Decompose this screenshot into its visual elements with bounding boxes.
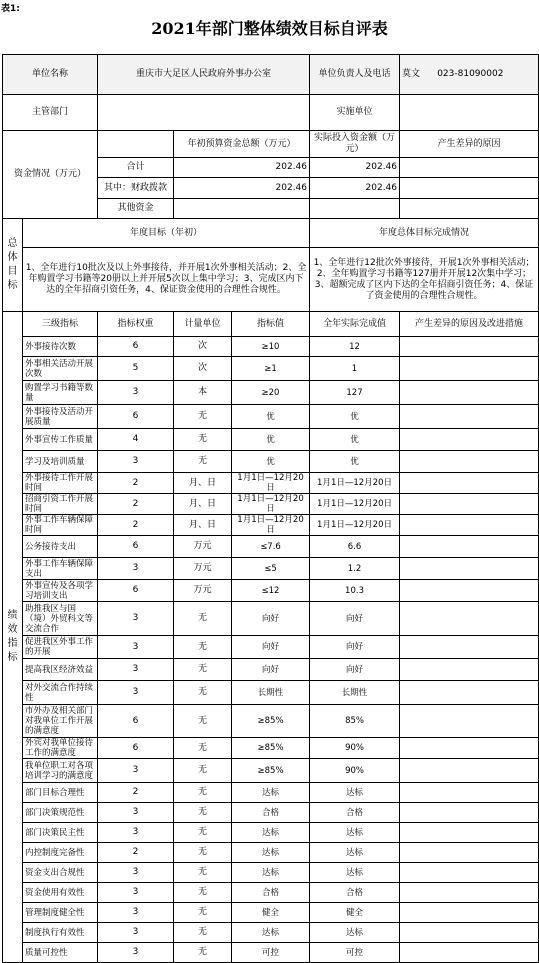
- perf-cell-weight: 4: [98, 429, 174, 451]
- perf-row: [3, 843, 539, 863]
- funds-row-reason: [400, 158, 539, 178]
- perf-cell-reason: [400, 536, 539, 558]
- perf-cell-target: 优: [232, 429, 310, 451]
- perf-cell-reason: [400, 843, 539, 863]
- perf-row: [3, 681, 539, 705]
- perf-cell-target: 优: [232, 451, 310, 473]
- perf-cell-weight: 6: [98, 536, 174, 558]
- perf-cell-reason: [400, 823, 539, 843]
- perf-cell-unit: 无: [174, 738, 232, 759]
- funds-col-actual: 实际投入资金额（万元）: [310, 131, 400, 158]
- perf-row: [3, 451, 539, 473]
- perf-cell-name: 资金支出合规性: [23, 863, 98, 883]
- perf-row: [3, 636, 539, 659]
- perf-header-name: 三级指标: [23, 312, 98, 337]
- perf-cell-unit: 万元: [174, 536, 232, 558]
- perf-row: [3, 883, 539, 903]
- perf-cell-unit: 本: [174, 381, 232, 405]
- perf-cell-unit: 月、日: [174, 473, 232, 494]
- perf-row: [3, 515, 539, 536]
- perf-cell-target: 向好: [232, 602, 310, 636]
- perf-header-unit: 计量单位: [174, 312, 232, 337]
- funds-row-name: 其中：财政拨款: [98, 178, 174, 199]
- perf-header-weight: 指标权重: [98, 312, 174, 337]
- funds-row-name: 合计: [98, 158, 174, 178]
- perf-cell-name: 部门决策规范性: [23, 803, 98, 823]
- owner-phone: 023-81090002: [437, 69, 504, 79]
- funds-blank: [98, 131, 174, 158]
- perf-cell-weight: 6: [98, 337, 174, 357]
- perf-cell-reason: [400, 429, 539, 451]
- funds-row-actual: 202.46: [310, 158, 400, 178]
- goal-complete-text: 1、全年进行12批次外事接待，开展1次外事相关活动；2、全年购置学习书籍等127册并开展12次集中学习；3、超额完成了区内下达的全年招商引资任务；4、保证了资金使用的合理性合规性。: [310, 248, 539, 312]
- perf-cell-weight: 2: [98, 783, 174, 803]
- perf-cell-weight: 3: [98, 381, 174, 405]
- owner-name: 莫文: [402, 69, 421, 79]
- perf-cell-actual: 达标: [310, 783, 400, 803]
- perf-row: [3, 602, 539, 636]
- perf-row: [3, 337, 539, 357]
- perf-row: [3, 558, 539, 580]
- perf-cell-target: 1月1日—12月20日: [232, 515, 310, 536]
- perf-cell-unit: 无: [174, 823, 232, 843]
- perf-cell-actual: 可控: [310, 943, 400, 963]
- perf-cell-reason: [400, 803, 539, 823]
- perf-cell-reason: [400, 705, 539, 738]
- funds-row-reason: [400, 178, 539, 199]
- perf-header-target: 指标值: [232, 312, 310, 337]
- perf-cell-target: 达标: [232, 863, 310, 883]
- perf-cell-target: ≤7.6: [232, 536, 310, 558]
- perf-cell-actual: 优: [310, 451, 400, 473]
- perf-cell-actual: 12: [310, 337, 400, 357]
- perf-cell-target: 达标: [232, 823, 310, 843]
- funds-col-budget: 年初预算资金总额（万元）: [174, 131, 310, 158]
- perf-cell-weight: 2: [98, 515, 174, 536]
- perf-cell-name: 管理制度健全性: [23, 903, 98, 923]
- perf-cell-name: 部门决策民主性: [23, 823, 98, 843]
- perf-cell-actual: 合格: [310, 803, 400, 823]
- perf-row: [3, 580, 539, 602]
- perf-cell-unit: 无: [174, 681, 232, 705]
- impl-unit-label: 实施单位: [310, 95, 400, 131]
- annual-goal-text: 1、全年进行10批次及以上外事接待，并开展1次外事相关活动；2、全年购置学习书籍等20册以上并开展5次以上集中学习；3、完成区内下达的全年招商引资任务，4、保证资金使用的合理性合规性。: [23, 248, 310, 312]
- perf-row: [3, 783, 539, 803]
- perf-row: [3, 803, 539, 823]
- perf-cell-actual: 1月1日—12月20日: [310, 515, 400, 536]
- perf-cell-weight: 6: [98, 738, 174, 759]
- perf-row: [3, 738, 539, 759]
- perf-cell-reason: [400, 558, 539, 580]
- perf-cell-unit: 无: [174, 903, 232, 923]
- perf-cell-name: 外事接待及活动开展质量: [23, 405, 98, 429]
- perf-cell-target: ≤12: [232, 580, 310, 602]
- perf-cell-unit: 无: [174, 943, 232, 963]
- perf-cell-name: 制度执行有效性: [23, 923, 98, 943]
- perf-cell-actual: 90%: [310, 759, 400, 783]
- perf-cell-unit: 无: [174, 843, 232, 863]
- perf-cell-unit: 无: [174, 405, 232, 429]
- perf-cell-weight: 2: [98, 843, 174, 863]
- perf-cell-reason: [400, 580, 539, 602]
- funds-row-actual: [310, 199, 400, 219]
- perf-row: [3, 405, 539, 429]
- perf-cell-reason: [400, 451, 539, 473]
- perf-row: [3, 494, 539, 515]
- perf-cell-actual: 长期性: [310, 681, 400, 705]
- perf-cell-name: 内控制度完备性: [23, 843, 98, 863]
- perf-cell-unit: 无: [174, 783, 232, 803]
- perf-cell-name: 外事相关活动开展次数: [23, 357, 98, 381]
- perf-cell-actual: 1月1日—12月20日: [310, 473, 400, 494]
- funds-row-actual: 202.46: [310, 178, 400, 199]
- perf-cell-actual: 健全: [310, 903, 400, 923]
- perf-cell-actual: 达标: [310, 843, 400, 863]
- perf-cell-target: 向好: [232, 636, 310, 659]
- perf-row: [3, 759, 539, 783]
- perf-row: [3, 429, 539, 451]
- perf-cell-reason: [400, 738, 539, 759]
- perf-cell-unit: 月、日: [174, 494, 232, 515]
- perf-cell-name: 外事工作车辆保障支出: [23, 558, 98, 580]
- perf-cell-unit: 无: [174, 451, 232, 473]
- perf-cell-target: ≥85%: [232, 705, 310, 738]
- perf-cell-reason: [400, 943, 539, 963]
- perf-cell-actual: 1.2: [310, 558, 400, 580]
- perf-cell-unit: 无: [174, 636, 232, 659]
- perf-cell-target: 合格: [232, 803, 310, 823]
- perf-cell-actual: 85%: [310, 705, 400, 738]
- perf-cell-reason: [400, 759, 539, 783]
- perf-cell-target: 优: [232, 405, 310, 429]
- perf-cell-reason: [400, 783, 539, 803]
- perf-cell-name: 招商引资工作开展时间: [23, 494, 98, 515]
- perf-row: [3, 943, 539, 963]
- perf-row: [3, 381, 539, 405]
- funds-label: 资金情况（万元）: [3, 131, 98, 219]
- perf-cell-target: 健全: [232, 903, 310, 923]
- perf-cell-actual: 合格: [310, 883, 400, 903]
- perf-cell-unit: 万元: [174, 558, 232, 580]
- perf-cell-reason: [400, 473, 539, 494]
- perf-cell-name: 外事宣传工作质量: [23, 429, 98, 451]
- perf-cell-weight: 6: [98, 405, 174, 429]
- perf-cell-reason: [400, 659, 539, 681]
- funds-row-budget: 202.46: [174, 178, 310, 199]
- perf-cell-unit: 无: [174, 863, 232, 883]
- perf-cell-weight: 3: [98, 803, 174, 823]
- perf-header-actual: 全年实际完成值: [310, 312, 400, 337]
- unit-name-label: 单位名称: [3, 55, 98, 95]
- perf-cell-target: ≥20: [232, 381, 310, 405]
- perf-row: [3, 357, 539, 381]
- perf-cell-unit: 万元: [174, 580, 232, 602]
- perf-cell-target: 1月1日—12月20日: [232, 494, 310, 515]
- perf-cell-name: 公务接待支出: [23, 536, 98, 558]
- perf-cell-actual: 达标: [310, 923, 400, 943]
- perf-cell-target: ≥85%: [232, 759, 310, 783]
- overall-goal-label: 总体目标: [3, 219, 23, 312]
- impl-unit-value: [400, 95, 539, 131]
- perf-cell-unit: 次: [174, 357, 232, 381]
- perf-cell-reason: [400, 863, 539, 883]
- perf-cell-target: 合格: [232, 883, 310, 903]
- perf-cell-weight: 2: [98, 473, 174, 494]
- perf-cell-name: 外事工作车辆保障时间: [23, 515, 98, 536]
- perf-cell-reason: [400, 636, 539, 659]
- goal-complete-label: 年度总体目标完成情况: [310, 219, 539, 248]
- perf-cell-unit: 无: [174, 705, 232, 738]
- perf-cell-target: 1月1日—12月20日: [232, 473, 310, 494]
- perf-cell-name: 外事接待工作开展时间: [23, 473, 98, 494]
- perf-cell-weight: 3: [98, 636, 174, 659]
- perf-row: [3, 659, 539, 681]
- perf-cell-actual: 127: [310, 381, 400, 405]
- perf-cell-unit: 无: [174, 923, 232, 943]
- perf-cell-unit: 月、日: [174, 515, 232, 536]
- perf-cell-unit: 次: [174, 337, 232, 357]
- perf-cell-name: 助推我区与国（境）外贸科文等交流合作: [23, 602, 98, 636]
- perf-cell-unit: 无: [174, 759, 232, 783]
- perf-cell-target: ≥10: [232, 337, 310, 357]
- funds-row-budget: 202.46: [174, 158, 310, 178]
- perf-cell-name: 对外交流合作持续性: [23, 681, 98, 705]
- perf-cell-target: 长期性: [232, 681, 310, 705]
- perf-cell-weight: 3: [98, 903, 174, 923]
- perf-cell-name: 外事接待次数: [23, 337, 98, 357]
- performance-indicator-label: 绩效指标: [3, 312, 23, 963]
- perf-cell-unit: 无: [174, 803, 232, 823]
- perf-cell-weight: 6: [98, 705, 174, 738]
- perf-cell-weight: 3: [98, 863, 174, 883]
- perf-cell-unit: 无: [174, 429, 232, 451]
- perf-cell-name: 市外办及相关部门对我单位工作开展的满意度: [23, 705, 98, 738]
- page-title: 2021年部门整体绩效目标自评表: [151, 19, 388, 38]
- perf-cell-target: 向好: [232, 659, 310, 681]
- perf-cell-unit: 无: [174, 602, 232, 636]
- perf-cell-actual: 达标: [310, 863, 400, 883]
- perf-cell-weight: 3: [98, 681, 174, 705]
- evaluation-table: [2, 54, 539, 963]
- perf-cell-weight: 6: [98, 580, 174, 602]
- perf-row: [3, 863, 539, 883]
- perf-cell-reason: [400, 923, 539, 943]
- perf-cell-name: 学习及培训质量: [23, 451, 98, 473]
- unit-owner-value: [400, 55, 539, 95]
- perf-cell-reason: [400, 357, 539, 381]
- perf-row: [3, 473, 539, 494]
- perf-cell-actual: 90%: [310, 738, 400, 759]
- perf-cell-target: ≥85%: [232, 738, 310, 759]
- perf-cell-reason: [400, 337, 539, 357]
- perf-cell-name: 外宾对我单位接待工作的满意度: [23, 738, 98, 759]
- perf-cell-weight: 3: [98, 823, 174, 843]
- perf-row: [3, 903, 539, 923]
- perf-cell-actual: 向好: [310, 602, 400, 636]
- perf-cell-unit: 无: [174, 883, 232, 903]
- perf-row: [3, 823, 539, 843]
- perf-cell-name: 外事宣传及各项学习培训支出: [23, 580, 98, 602]
- perf-cell-actual: 优: [310, 405, 400, 429]
- perf-cell-actual: 1: [310, 357, 400, 381]
- perf-cell-reason: [400, 381, 539, 405]
- perf-cell-name: 部门目标合理性: [23, 783, 98, 803]
- dept-label: 主管部门: [3, 95, 98, 131]
- perf-cell-target: 达标: [232, 843, 310, 863]
- perf-cell-weight: 5: [98, 357, 174, 381]
- perf-cell-target: 可控: [232, 943, 310, 963]
- perf-cell-target: 达标: [232, 923, 310, 943]
- perf-cell-actual: 向好: [310, 659, 400, 681]
- perf-cell-weight: 3: [98, 558, 174, 580]
- perf-cell-weight: 3: [98, 659, 174, 681]
- perf-cell-reason: [400, 903, 539, 923]
- perf-cell-reason: [400, 681, 539, 705]
- perf-row: [3, 705, 539, 738]
- perf-cell-target: 达标: [232, 783, 310, 803]
- perf-header-reason: 产生差异的原因及改进措施: [400, 312, 539, 337]
- perf-cell-name: 提高我区经济效益: [23, 659, 98, 681]
- perf-cell-weight: 3: [98, 923, 174, 943]
- perf-cell-name: 促进我区外事工作的开展: [23, 636, 98, 659]
- perf-cell-actual: 向好: [310, 636, 400, 659]
- perf-cell-actual: 达标: [310, 823, 400, 843]
- perf-cell-reason: [400, 494, 539, 515]
- perf-cell-reason: [400, 405, 539, 429]
- perf-cell-weight: 3: [98, 602, 174, 636]
- perf-cell-name: 质量可控性: [23, 943, 98, 963]
- perf-cell-unit: 无: [174, 659, 232, 681]
- annual-goal-label: 年度目标（年初）: [23, 219, 310, 248]
- perf-cell-name: 资金使用有效性: [23, 883, 98, 903]
- perf-cell-weight: 3: [98, 451, 174, 473]
- perf-cell-actual: 1月1日—12月20日: [310, 494, 400, 515]
- funds-row-name: 其他资金: [98, 199, 174, 219]
- funds-row-budget: [174, 199, 310, 219]
- perf-cell-weight: 3: [98, 759, 174, 783]
- perf-cell-name: 购置学习书籍等数量: [23, 381, 98, 405]
- funds-row-reason: [400, 199, 539, 219]
- table-tag: 表1:: [1, 4, 20, 14]
- funds-col-reason: 产生差异的原因: [400, 131, 539, 158]
- unit-owner-label: 单位负责人及电话: [310, 55, 400, 95]
- perf-cell-reason: [400, 883, 539, 903]
- unit-name-value: 重庆市大足区人民政府外事办公室: [98, 55, 310, 95]
- perf-cell-target: ≥1: [232, 357, 310, 381]
- perf-row: [3, 923, 539, 943]
- perf-cell-weight: 3: [98, 883, 174, 903]
- perf-cell-actual: 优: [310, 429, 400, 451]
- perf-cell-actual: 10.3: [310, 580, 400, 602]
- perf-cell-name: 我单位职工对各项培训学习的满意度: [23, 759, 98, 783]
- perf-cell-target: ≤5: [232, 558, 310, 580]
- dept-value: [98, 95, 310, 131]
- perf-cell-weight: 2: [98, 494, 174, 515]
- perf-cell-reason: [400, 515, 539, 536]
- perf-cell-weight: 3: [98, 943, 174, 963]
- perf-cell-actual: 6.6: [310, 536, 400, 558]
- perf-row: [3, 536, 539, 558]
- perf-cell-reason: [400, 602, 539, 636]
